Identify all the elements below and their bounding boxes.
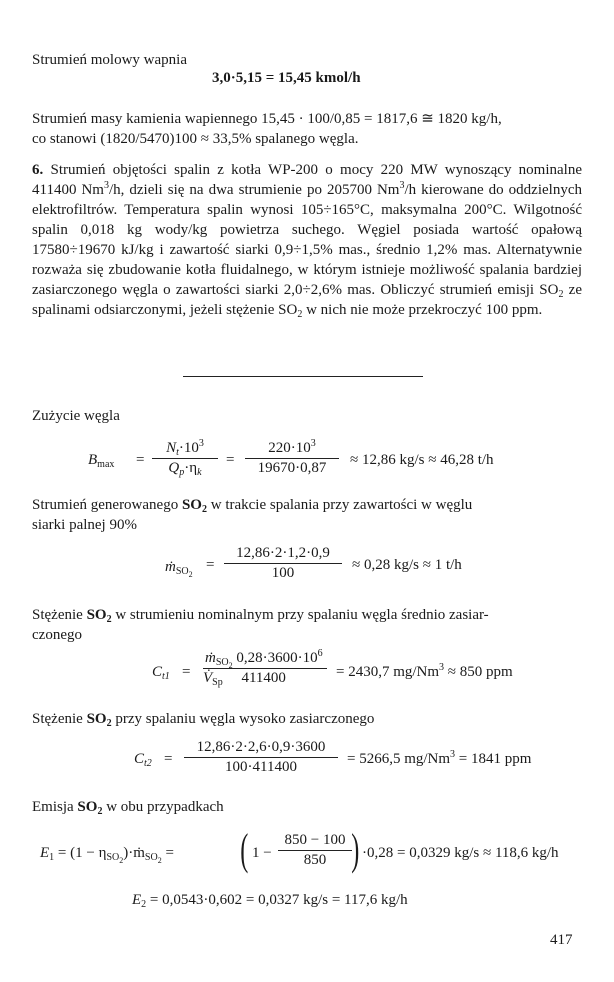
sub-2: 2 xyxy=(297,309,303,320)
bmax-symbol: $B_{max}$ xyxy=(88,452,115,470)
limestone-line-2: co stanowi (1820/5470)100 ≈ 33,5% spalanego węgla. xyxy=(32,131,359,147)
ct1-result: = 2430,7 mg/Nm$^3$ ≈ 850 ppm xyxy=(336,662,513,680)
section-conc-nominal: Stężenie $SO_2$ w strumieniu nominalnym przy spalaniu węgla średnio zasiar- czonego xyxy=(32,607,489,643)
section-divider xyxy=(183,376,423,377)
section-conc-high: Stężenie $SO_2$ przy spalaniu węgla wysoko zasiarczonego xyxy=(32,711,375,729)
task-text-d: ze spalinami odsiarczonymi, jeżeli stężenie SO xyxy=(32,282,582,318)
so2-result: ≈ 0,28 kg/s ≈ 1 t/h xyxy=(352,557,462,573)
fraction-numeric: $\frac{220\cdot 10^3}{19670\cdot 0,87}$ xyxy=(245,440,339,477)
equals-sign: = xyxy=(206,557,215,573)
coal-consumption-heading: Zużycie węgla xyxy=(32,408,120,424)
molar-flow-heading: Strumień molowy wapnia xyxy=(32,52,187,68)
task-text-b: /h, dzieli się na dwa strumienie po 205700 Nm xyxy=(108,182,400,198)
ct2-result: = 5266,5 mg/Nm$^3$ = 1841 ppm xyxy=(347,749,532,767)
e1-result: ·0,28 = 0,0329 kg/s ≈ 118,6 kg/h xyxy=(362,845,559,861)
equals-sign: = xyxy=(182,664,191,680)
sup-3: 3 xyxy=(399,180,405,191)
e1-lhs: $E_1 = (1$ − $\eta_{SO_2})\cdot ṁ_{SO_2}$ = xyxy=(40,845,174,865)
fraction-so2: $\frac{12,86\cdot 2\cdot 1,2\cdot 0,9}{100}$ xyxy=(224,545,342,582)
sub-2: 2 xyxy=(558,289,564,300)
molar-flow-equation: 3,0·5,15 = 15,45 kmol/h xyxy=(212,70,361,86)
fraction-efficiency: $\frac{850 - 100}{850}$ xyxy=(278,832,352,869)
ct2-symbol: $C_{t2}$ xyxy=(134,751,152,769)
one-minus: 1 − xyxy=(252,845,272,861)
section-so2-generated: Strumień generowanego $SO_2$ w trakcie spalania przy zawartości w węglu siarki palnej 90% xyxy=(32,497,473,533)
section-molar-flow xyxy=(32,50,582,70)
task-number: 6. xyxy=(32,162,44,178)
right-paren: ) xyxy=(351,825,360,874)
page-number: 417 xyxy=(550,932,573,948)
limestone-line-1: Strumień masy kamienia wapiennego 15,45 · 100/0,85 = 1817,6 ≅ 1820 kg/h, xyxy=(32,111,502,127)
ct1-symbol: $C_{t1}$ xyxy=(152,664,170,682)
equals-sign: = xyxy=(226,452,235,468)
left-paren: ( xyxy=(240,825,249,874)
task-text-c: /h kierowane do oddzielnych elektrofiltrów. Temperatura spalin wynosi 105÷165°C, maksymalna 200°C. Wilgotność spalin 0,018 kg wody/kg powietrza suchego. Węgiel posiada wartość opałową 17580÷19670 kJ/kg i zawartość siarki 0,9÷1,5% mas., średnio 1,2% mas. Alternatywnie rozważa się zbudowanie kotła fluidalnego, w którym istnieje możliwość spalania bardziej zasiarczonego węgla o zawartości siarki 2,0÷2,6% mas. Obliczyć strumień emisji SO xyxy=(32,182,582,298)
e2-equation: $E_2 = 0,0543\cdot 0,602 = 0,0327$ kg/s = 117,6 kg/h xyxy=(132,892,408,910)
task-6-paragraph xyxy=(32,160,582,320)
fraction-ct1: ṁ$_{SO_2}$ $0,28\cdot 3600\cdot 10^6$ $V̇_{Sp}$ 411400 xyxy=(203,650,327,687)
section-emission: Emisja $SO_2$ w obu przypadkach xyxy=(32,799,224,817)
coal-result: ≈ 12,86 kg/s ≈ 46,28 t/h xyxy=(350,452,494,468)
fraction-ct2: $\frac{12,86\cdot 2\cdot 2,6\cdot 0,9\cdot 3600}{100\cdot 411400}$ xyxy=(184,739,338,776)
equals-sign: = xyxy=(136,452,145,468)
fraction-symbolic: $\frac{N_t\cdot 10^3}{Q_p\cdot\eta_k}$ xyxy=(152,440,218,477)
mso2-symbol: ṁ$_{SO_2}$ xyxy=(165,559,193,579)
task-text-a: Strumień objętości spalin z kotła WP-200 o mocy 220 MW wynoszący nominalne 411400 Nm xyxy=(32,162,583,198)
sup-3: 3 xyxy=(103,180,109,191)
section-limestone-mass xyxy=(32,109,582,149)
task-text-e: w nich nie może przekroczyć 100 ppm. xyxy=(302,302,543,318)
equals-sign: = xyxy=(164,751,173,767)
